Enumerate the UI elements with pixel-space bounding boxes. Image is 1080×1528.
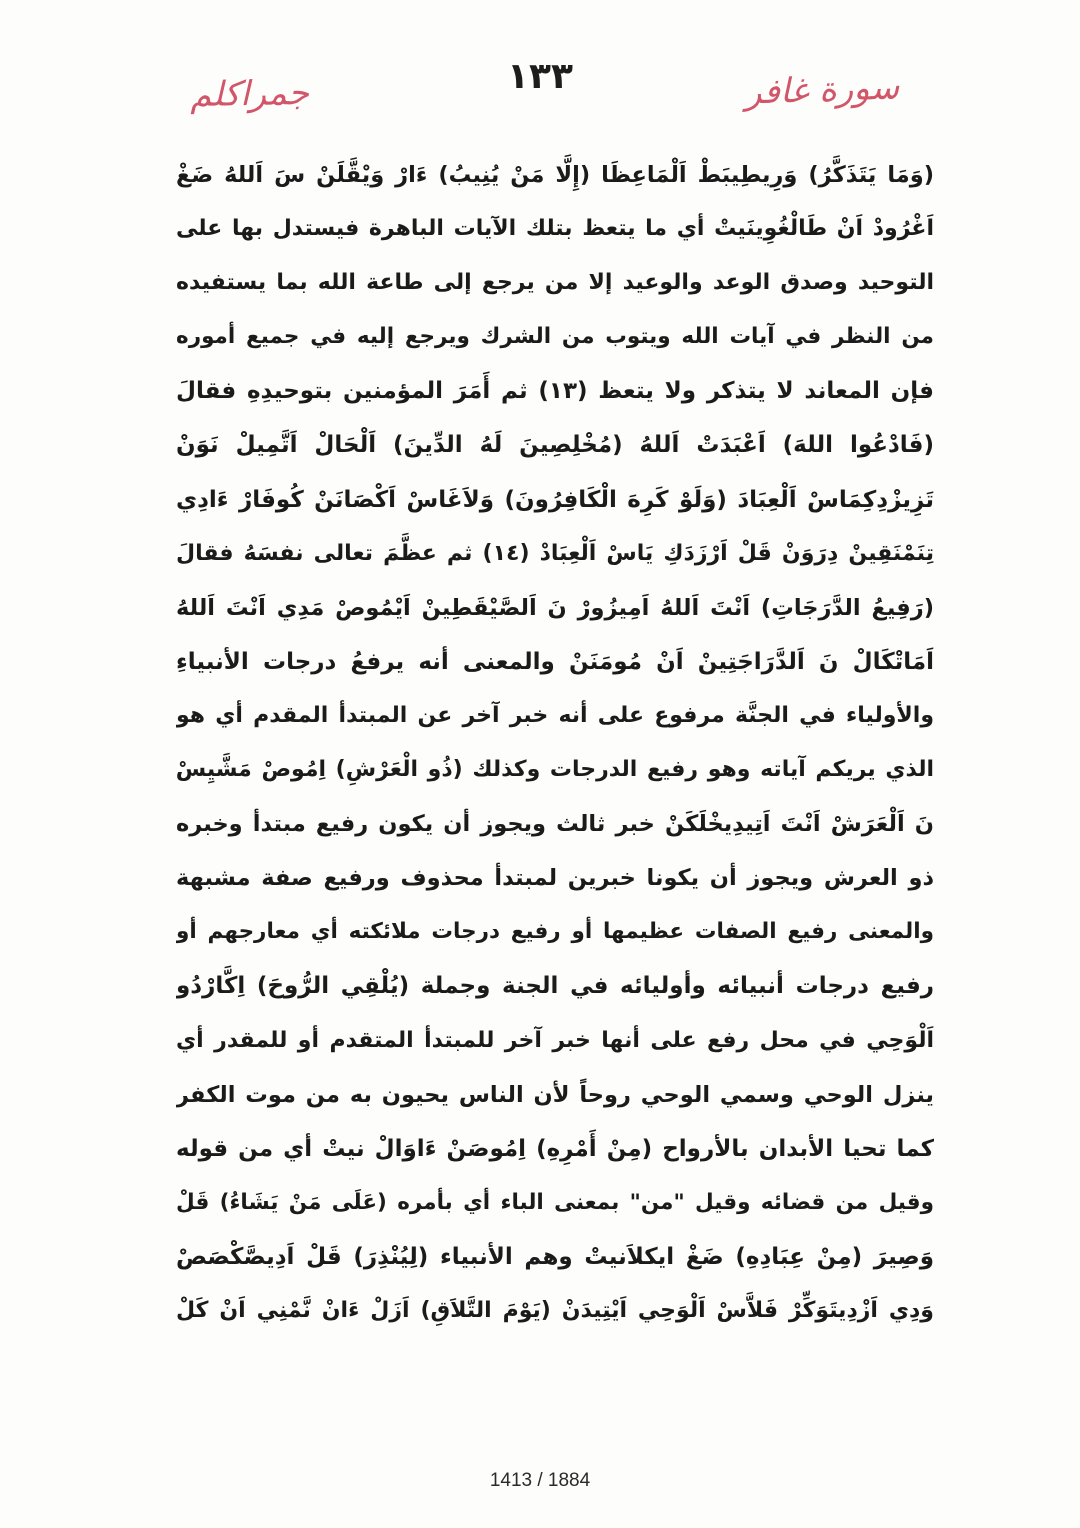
text-line: (وَمَا يَتَذَكَّرُ) وَرِيطِيبَطْ اَلْمَاعِظَا (إِلَّا مَنْ يُنِيبُ) ءَارْ وَيْقَّلَنْ سَ اَللهُ ضَغْ — [176, 162, 934, 188]
handwritten-reviewer-note: جمراكلم — [189, 72, 310, 116]
text-line: من النظر في آيات الله ويتوب من الشرك ويرجع إليه في جميع أموره — [176, 324, 934, 350]
page-counter: 1413 / 1884 — [489, 1470, 591, 1491]
text-line: رفيع درجات أنبيائه وأوليائه في الجنة وجملة (يُلْقِي الرُّوحَ) اِكَّارْدُو — [176, 973, 934, 1000]
text-line: ذو العرش ويجوز أن يكونا خبرين لمبتدأ محذوف ورفيع صفة مشبهة — [176, 865, 934, 892]
text-line: اَغْرُودْ اَنْ طَالْغُوِينَيتْ أي ما يتعظ بتلك الآيات الباهرة فيستدل بها على — [176, 216, 934, 242]
text-line: (فَادْعُوا اللهَ) اَعْبَدَتْ اَللهُ (مُخْلِصِينَ لَهُ الدِّينَ) اَلْحَالْ اَتَّمِيلْ نَوَنْ — [176, 432, 934, 459]
text-line: والمعنى رفيع الصفات عظيمها أو رفيع درجات ملائكته أي معارجهم أو — [176, 919, 934, 945]
handwritten-surah-note: سورة غافر — [744, 67, 900, 113]
text-line: التوحيد وصدق الوعد والوعيد إلا من يرجع إلى طاعة الله بما يستفيده — [176, 270, 934, 296]
text-line: (رَفِيعُ الدَّرَجَاتِ) اَنْتَ اَللهُ اَمِيزُورْ نَ اَلصَّيْقَطِينْ اَيْمُوصْ مَدِي اَنْتَ اَللهُ — [176, 594, 934, 621]
text-line: وقيل من قضائه وقيل "من" بمعنى الباء أي بأمره (عَلَى مَنْ يَشَاءُ) قَلْ — [176, 1189, 934, 1215]
text-line: كما تحيا الأبدان بالأرواح (مِنْ أَمْرِهِ) اِمُوصَنْ ءَاوَالْ نيتْ أي من قوله — [176, 1135, 934, 1162]
text-line: وَصِيرَ (مِنْ عِبَادِهِ) ضَغْ ايكلاَنيتْ وهم الأنبياء (لِيُنْذِرَ) قَلْ اَدِيصَّكْصَصْ — [176, 1243, 934, 1270]
page-number: ١٣٣ — [507, 56, 573, 97]
text-line: وَدِي اَزْدِيتَوَكِّرْ فَلاَّسْ اَلْوَحِي اَيْتِيدَنْ (يَوْمَ التَّلاَقِ) اَزَلْ ءَانْ نَّمْنِي اَنْ كَلْ — [176, 1297, 934, 1323]
text-line: تَزِيزْدِكِمَاسْ اَلْعِبَادَ (وَلَوْ كَرِهَ الْكَافِرُونَ) وَلاَغَاسْ اَكْصَانَنْ كُوفَارْ ءَادِي — [176, 486, 934, 513]
text-line: نَ اَلْعَرَشْ اَنْتَ اَتِيدِيخْلَكَنْ خبر ثالث ويجوز أن يكون رفيع مبتدأ وخبره — [176, 811, 934, 838]
text-line: فإن المعاند لا يتذكر ولا يتعظ (١٣) ثم أَمَرَ المؤمنين بتوحيدِهِ فقالَ — [176, 378, 934, 405]
text-line: والأولياء في الجنَّة مرفوع على أنه خبر آخر عن المبتدأ المقدم أي هو — [176, 702, 934, 728]
text-line: اَمَاتْكَالْ نَ اَلدَّرَاجَتِينْ اَنْ مُومَنَنْ والمعنى أنه يرفعُ درجات الأنبياءِ — [176, 648, 934, 675]
text-line: ينزل الوحي وسمي الوحي روحاً لأن الناس يحيون به من موت الكفر — [176, 1081, 934, 1108]
text-line: تِنَمْنَقِينْ دِرَوَنْ قَلْ اَرْزَدَكِ يَاسْ اَلْعِبَادْ (١٤) ثم عظَّمَ تعالى نفسَهُ فقالَ — [176, 540, 934, 566]
text-line: اَلْوَحِي في محل رفع على أنها خبر آخر للمبتدأ المتقدم أو للمقدر أي — [176, 1027, 934, 1053]
body-text — [176, 148, 934, 1338]
text-line: الذي يريكم آياته وهو رفيع الدرجات وكذلك (ذُو الْعَرْشِ) اِمُوصْ مَشَّيِسْ — [176, 757, 934, 783]
